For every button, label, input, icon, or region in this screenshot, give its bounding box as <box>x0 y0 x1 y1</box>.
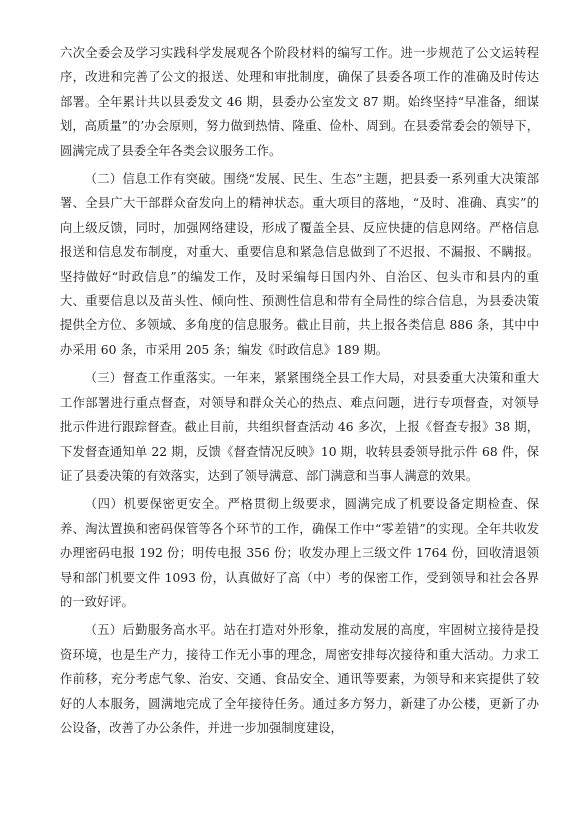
paragraph-supervision-work: （三）督查工作重落实。一年来，紧紧围绕全县工作大局，对县委重大决策和重大工作部署进行重点督查，对领导和群众关心的热点、难点问题，进行专项督查，对领导批示件进行跟踪督查。截止目前，共组织督查活动 46 多次，上报《督查专报》38 期，下发督查通知单 22 期，反馈《督查情况反映》10 期，收转县委领导批示件 68 件，保证了县委决策的有效落实，达到了领导满意、部门满意和当事人满意的效果。 <box>60 371 539 483</box>
paragraph-confidential-work: （四）机要保密更安全。严格贯彻上级要求，圆满完成了机要设备定期检查、保养、淘汰置换和密码保管等各个环节的工作，确保工作中“零差错”的实现。全年共收发办理密码电报 192 份；明传电报 356 份；收发办理上三级文件 1764 份，回收清退领导和部门机要文件 1093 份，认真做好了高（中）考的保密工作，受到领导和社会各界的一致好评。 <box>60 497 539 609</box>
paragraph-continuation: 六次全委会及学习实践科学发展观各个阶段材料的编写工作。进一步规范了公文运转程序，改进和完善了公文的报送、处理和审批制度，确保了县委各项工作的准确及时传达部署。全年累计共以县委发文 46 期，县委办公室发文 87 期。始终坚持“早准备，细谋划，高质量”的’办会原则，努力做到热情、隆重、俭朴、周到。在县委常委会的领导下，圆满完成了县委全年各类会议服务工作。 <box>60 46 539 158</box>
paragraph-logistics-service: （五）后勤服务高水平。站在打造对外形象，推动发展的高度，牢固树立接待是投资环境，也是生产力，接待工作无小事的理念，周密安排每次接待和重大活动。力求工作前移，充分考虑气象、治安、交通、食品安全、通讯等要素，为领导和来宾提供了较好的人本服务，圆满地完成了全年接待任务。通过多方努力，新建了办公楼，更新了办公设备，改善了办公条件，并进一步加强制度建设， <box>60 623 539 735</box>
paragraph-information-work: （二）信息工作有突破。围绕“发展、民生、生态”主题，把县委一系列重大决策部署、全县广大干部群众奋发向上的精神状态。重大项目的落地，“及时、准确、真实”的向上级反馈，同时，加强网络建设，形成了覆盖全县、反应快捷的信息网络。严格信息报送和信息发布制度，对重大、重要信息和紧急信息做到了不迟报、不漏报、不瞒报。坚持做好“时政信息”的编发工作，及时采编每日国内外、自治区、包头市和县内的重大、重要信息以及苗头性、倾向性、预测性信息和带有全局性的综合信息，为县委决策提供全方位、多领域、多角度的信息服务。截止目前，共上报各类信息 886 条，其中中办采用 60 条，市采用 205 条；编发《时政信息》189 期。 <box>60 172 539 357</box>
